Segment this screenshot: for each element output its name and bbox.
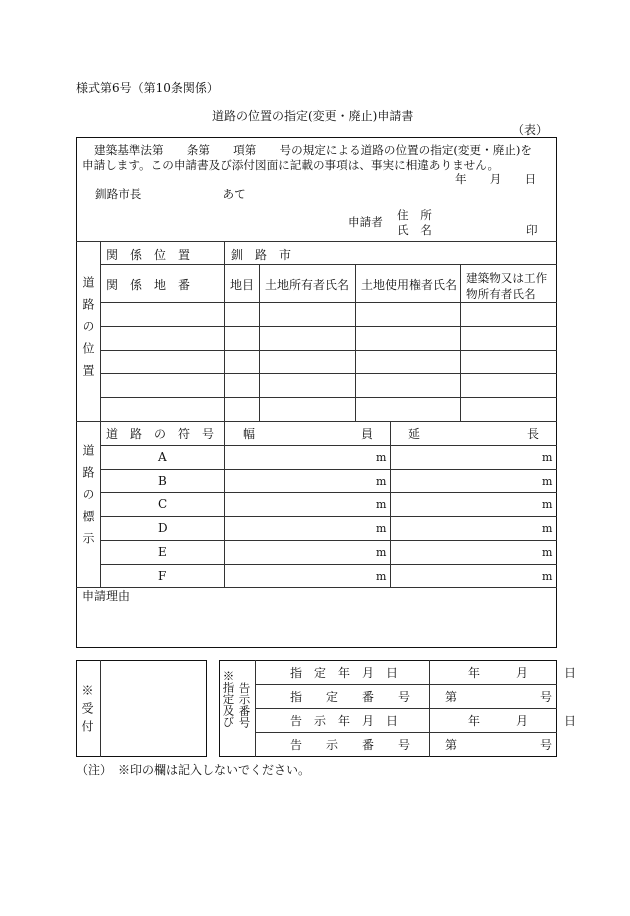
length-unit-b: m <box>542 475 553 488</box>
applicant-label: 申請者 <box>348 215 383 229</box>
seal-label: 印 <box>526 223 538 237</box>
reception-box <box>76 660 207 757</box>
width-unit-c: m <box>376 498 387 511</box>
length-unit-c: m <box>542 498 553 511</box>
reception-label: ※受付 <box>80 684 94 738</box>
col-length: 延 <box>408 427 421 441</box>
col-land-user: 土地使用権者氏名 <box>361 278 458 292</box>
col-land-owner: 土地所有者氏名 <box>265 278 350 292</box>
width-unit-d: m <box>376 522 387 535</box>
addressee: 釧路市長 あて <box>95 187 246 201</box>
form-number: 様式第6号（第10条関係） <box>76 81 219 95</box>
length-unit-d: m <box>542 522 553 535</box>
col-road-symbol: 道 路 の 符 号 <box>106 427 215 441</box>
name-label: 氏 名 <box>397 223 432 237</box>
side-label: （表） <box>512 123 549 137</box>
intro-line-1: 建築基準法第 条第 項第 号の規定による道路の位置の指定(変更・廃止)を <box>94 143 533 157</box>
designation-number-suffix: 号 <box>540 690 553 704</box>
col-length-tail: 長 <box>527 427 540 441</box>
intro-line-2: 申請します。この申請書及び添付図面に記載の事項は、事実に相違ありません。 <box>82 158 500 172</box>
road-symbol-a: A <box>158 450 167 464</box>
length-unit-a: m <box>542 451 553 464</box>
col-building-owner: 建築物又は工作物所有者氏名 <box>466 271 548 301</box>
designation-label-a: ※指定及び <box>221 670 236 728</box>
width-unit-e: m <box>376 546 387 559</box>
designation-number-label: 指 定 番 号 <box>290 690 411 704</box>
position-section-label: 道路の位置 <box>81 276 95 386</box>
address-label: 住 所 <box>397 208 432 222</box>
road-symbol-d: D <box>158 521 168 535</box>
road-symbol-b: B <box>158 474 167 488</box>
col-width-tail: 員 <box>361 427 374 441</box>
location-label: 関 係 位 置 <box>106 248 191 262</box>
notice-number-prefix: 第 <box>445 738 458 752</box>
width-unit-b: m <box>376 475 387 488</box>
designation-date-label: 指 定 年 月 日 <box>290 666 399 680</box>
length-unit-f: m <box>542 570 553 583</box>
length-unit-e: m <box>542 546 553 559</box>
designation-number-prefix: 第 <box>445 690 458 704</box>
page-title: 道路の位置の指定(変更・廃止)申請書 <box>212 109 414 123</box>
footnote: （注） ※印の欄は記入しないでください。 <box>76 763 311 777</box>
designation-date-value: 年 月 日 <box>468 666 577 680</box>
col-width: 幅 <box>243 427 256 441</box>
date-label: 年 月 日 <box>455 172 537 186</box>
location-value: 釧 路 市 <box>231 248 292 262</box>
notice-number-label: 告 示 番 号 <box>290 738 411 752</box>
designation-label-b: 告示番号 <box>237 682 252 728</box>
notice-date-label: 告 示 年 月 日 <box>290 714 399 728</box>
road-symbol-f: F <box>158 569 167 583</box>
width-unit-f: m <box>376 570 387 583</box>
width-unit-a: m <box>376 451 387 464</box>
notice-number-suffix: 号 <box>540 738 553 752</box>
col-land-category: 地目 <box>230 278 255 292</box>
sign-section-label: 道路の標示 <box>81 444 95 554</box>
application-form-box <box>76 137 557 648</box>
notice-date-value: 年 月 日 <box>468 714 577 728</box>
reason-label: 申請理由 <box>82 589 131 603</box>
road-symbol-c: C <box>158 497 168 511</box>
col-lot-number: 関 係 地 番 <box>106 278 191 292</box>
road-symbol-e: E <box>158 545 167 559</box>
